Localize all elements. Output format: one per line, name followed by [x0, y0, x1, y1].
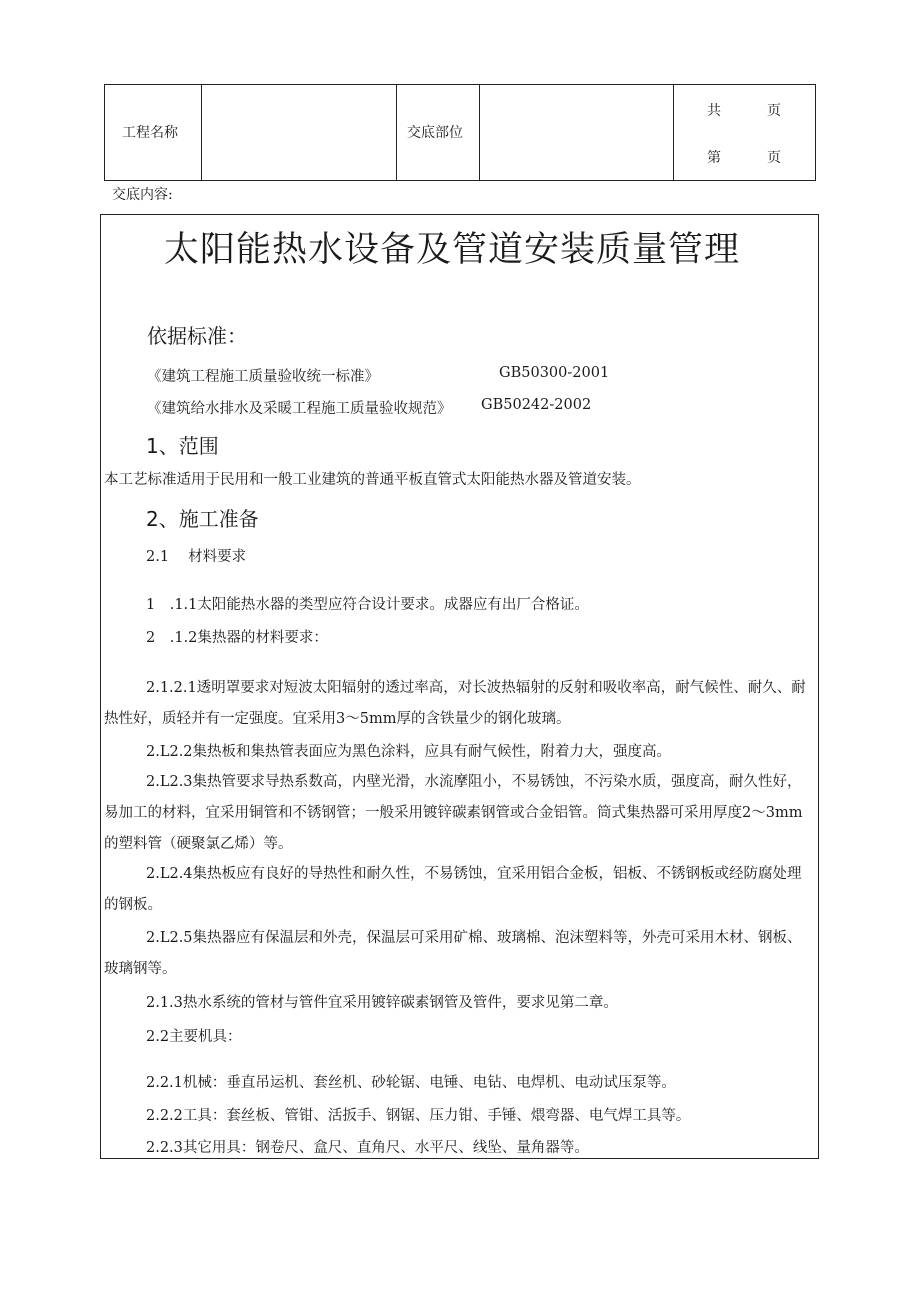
paragraph-2-1-2-3: 2.L2.3集热管要求导热系数高，内壁光滑，水流摩阻小，不易锈蚀，不污染水质，强度高，耐久性好，易加工的材料，宜采用铜管和不锈钢管；一般采用镀锌碳素钢管或合金铝管。筒式集热器可采用厚度2～3mm的塑料管（硬聚氯乙烯）等。 — [104, 774, 803, 852]
total-pages-label: 共 — [707, 103, 721, 119]
project-name-label: 工程名称 — [122, 125, 178, 141]
content-label: 交底内容: — [112, 187, 173, 203]
standard-name: 《建筑工程施工质量验收统一标准》 — [147, 369, 379, 385]
paragraph-2-1-3: 2.1.3热水系统的管材与管件宜采用镀锌碳素钢管及管件，要求见第二章。 — [146, 995, 618, 1011]
standard-name: 《建筑给水排水及采暖工程施工质量验收规范》 — [147, 401, 452, 417]
paragraph-2-1-2-4: 2.L2.4集热板应有良好的导热性和耐久性，不易锈蚀，宜采用铝合金板，铝板、不锈钢板或经防腐处理的钢板。 — [104, 866, 802, 913]
paragraph-2-1-2-1: 2.1.2.1透明罩要求对短波太阳辐射的透过率高，对长波热辐射的反射和吸收率高，耐气候性、耐久、耐热性好，质轻并有一定强度。宜采用3～5mm厚的含铁量少的钢化玻璃。 — [104, 680, 806, 727]
item-2-1-2: 2 .1.2集热器的材料要求： — [146, 630, 328, 646]
page-number-label: 第 — [707, 150, 721, 166]
paragraph-2-1-2-5: 2.L2.5集热器应有保温层和外壳，保温层可采用矿棉、玻璃棉、泡沫塑料等，外壳可采用木材、钢板、玻璃钢等。 — [104, 930, 802, 977]
subsection-2-1: 2.1 材料要求 — [146, 549, 247, 565]
section-2-heading: 2、施工准备 — [146, 507, 259, 531]
subsection-2-2: 2.2主要机具： — [146, 1029, 242, 1045]
total-pages-unit: 页 — [767, 103, 781, 119]
document-title: 太阳能热水设备及管道安装质量管理 — [164, 230, 741, 270]
handover-part-label: 交底部位 — [407, 125, 463, 141]
section-1-text: 本工艺标准适用于民用和一般工业建筑的普通平板直管式太阳能热水器及管道安装。 — [104, 472, 641, 488]
paragraph-2-2-2: 2.2.2工具：套丝板、管钳、活扳手、钢锯、压力钳、手锤、煨弯器、电气焊工具等。 — [146, 1108, 691, 1124]
paragraph-2-2-1: 2.2.1机械：垂直吊运机、套丝机、砂轮锯、电锤、电钻、电焊机、电动试压泵等。 — [146, 1075, 676, 1091]
standard-code: GB50242-2002 — [481, 397, 592, 413]
basis-heading: 依据标准： — [147, 324, 247, 348]
standard-code: GB50300-2001 — [499, 365, 610, 381]
section-1-heading: 1、范围 — [146, 434, 219, 458]
page-number-unit: 页 — [767, 150, 781, 166]
item-2-1-1: 1 .1.1太阳能热水器的类型应符合设计要求。成器应有出厂合格证。 — [146, 597, 589, 613]
paragraph-2-1-2-2: 2.L2.2集热板和集热管表面应为黑色涂料，应具有耐气候性，附着力大，强度高。 — [146, 744, 672, 760]
paragraph-2-2-3: 2.2.3其它用具：钢卷尺、盒尺、直角尺、水平尺、线坠、量角器等。 — [146, 1140, 589, 1156]
